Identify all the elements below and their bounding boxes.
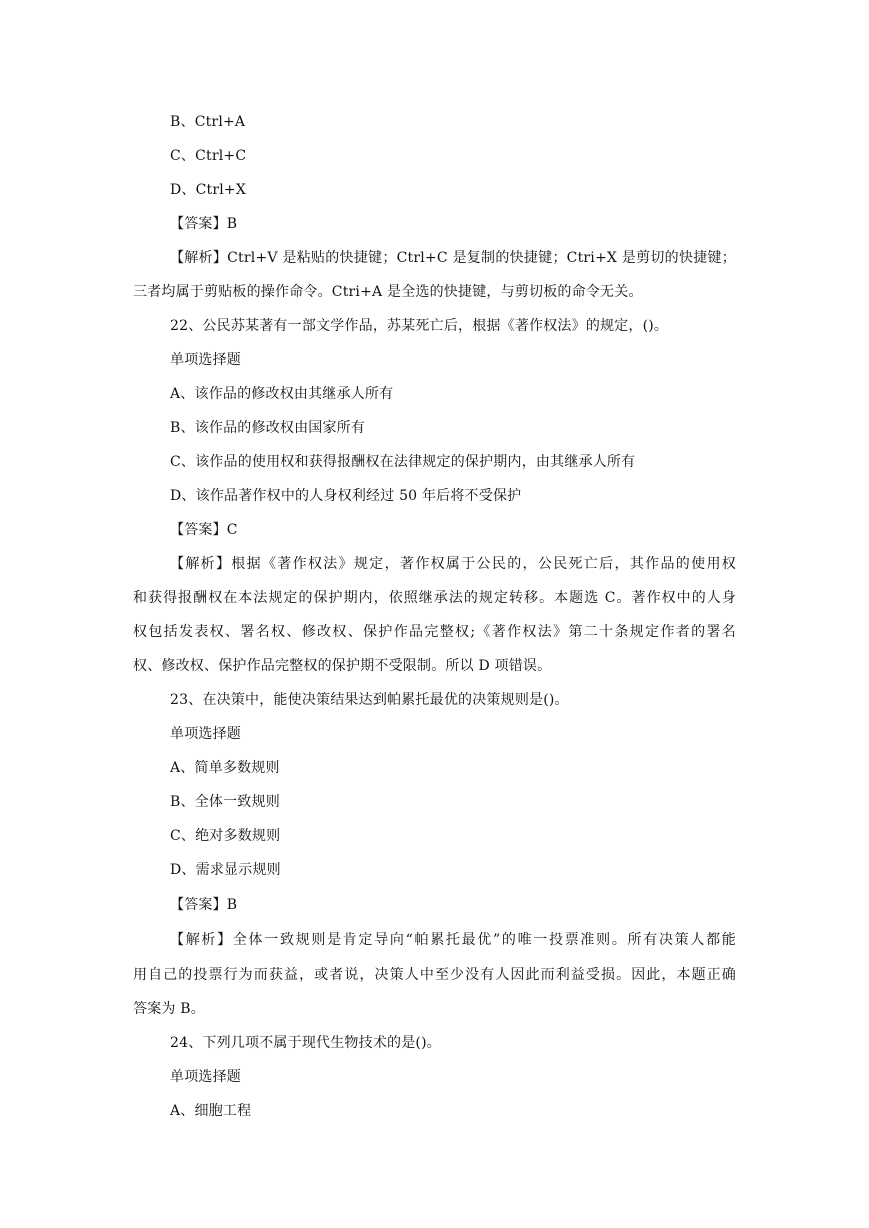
q22-analysis-line3: 权包括发表权、署名权、修改权、保护作品完整权;《著作权法》第二十条规定作者的署名	[133, 624, 736, 640]
q22-type: 单项选择题	[170, 352, 241, 368]
q23-option-a: A、简单多数规则	[170, 760, 280, 776]
q22-option-a: A、该作品的修改权由其继承人所有	[170, 386, 394, 402]
q21-analysis-line1: 【解析】Ctrl+V 是粘贴的快捷键；Ctrl+C 是复制的快捷键；Ctri+X 是剪切的快捷键；	[170, 250, 736, 266]
q24-type: 单项选择题	[170, 1069, 241, 1085]
q22-option-b: B、该作品的修改权由国家所有	[170, 420, 366, 436]
q23-option-c: C、绝对多数规则	[170, 828, 281, 844]
q21-option-c: C、Ctrl+C	[170, 148, 247, 164]
q24-question: 24、下列几项不属于现代生物技术的是()。	[170, 1035, 441, 1051]
q22-analysis-line2: 和获得报酬权在本法规定的保护期内，依照继承法的规定转移。本题选 C。著作权中的人身	[133, 590, 736, 606]
q21-analysis-line2: 三者均属于剪贴板的操作命令。Ctri+A 是全选的快捷键，与剪切板的命令无关。	[133, 284, 643, 300]
q23-type: 单项选择题	[170, 726, 241, 742]
q22-analysis-line1: 【解析】根据《著作权法》规定，著作权属于公民的，公民死亡后，其作品的使用权	[170, 556, 736, 572]
q23-option-b: B、全体一致规则	[170, 794, 280, 810]
q21-answer: 【答案】B	[170, 216, 238, 232]
q21-option-b: B、Ctrl+A	[170, 114, 246, 130]
q23-analysis-line3: 答案为 B。	[133, 1001, 205, 1017]
q23-question: 23、在决策中，能使决策结果达到帕累托最优的决策规则是()。	[170, 692, 569, 708]
q22-option-d: D、该作品著作权中的人身权利经过 50 年后将不受保护	[170, 488, 522, 504]
q23-answer: 【答案】B	[170, 897, 238, 913]
q22-question: 22、公民苏某著有一部文学作品，苏某死亡后，根据《著作权法》的规定，()。	[170, 318, 669, 334]
q22-option-c: C、该作品的使用权和获得报酬权在法律规定的保护期内，由其继承人所有	[170, 454, 636, 470]
q24-option-a: A、细胞工程	[170, 1103, 252, 1119]
q21-option-d: D、Ctrl+X	[170, 182, 247, 198]
q23-option-d: D、需求显示规则	[170, 862, 281, 878]
q23-analysis-line2: 用自己的投票行为而获益，或者说，决策人中至少没有人因此而利益受损。因此，本题正确	[133, 967, 736, 983]
q22-analysis-line4: 权、修改权、保护作品完整权的保护期不受限制。所以 D 项错误。	[133, 658, 552, 674]
q22-answer: 【答案】C	[170, 522, 238, 538]
q23-analysis-line1: 【解析】全体一致规则是肯定导向“帕累托最优”的唯一投票准则。所有决策人都能	[170, 932, 736, 948]
